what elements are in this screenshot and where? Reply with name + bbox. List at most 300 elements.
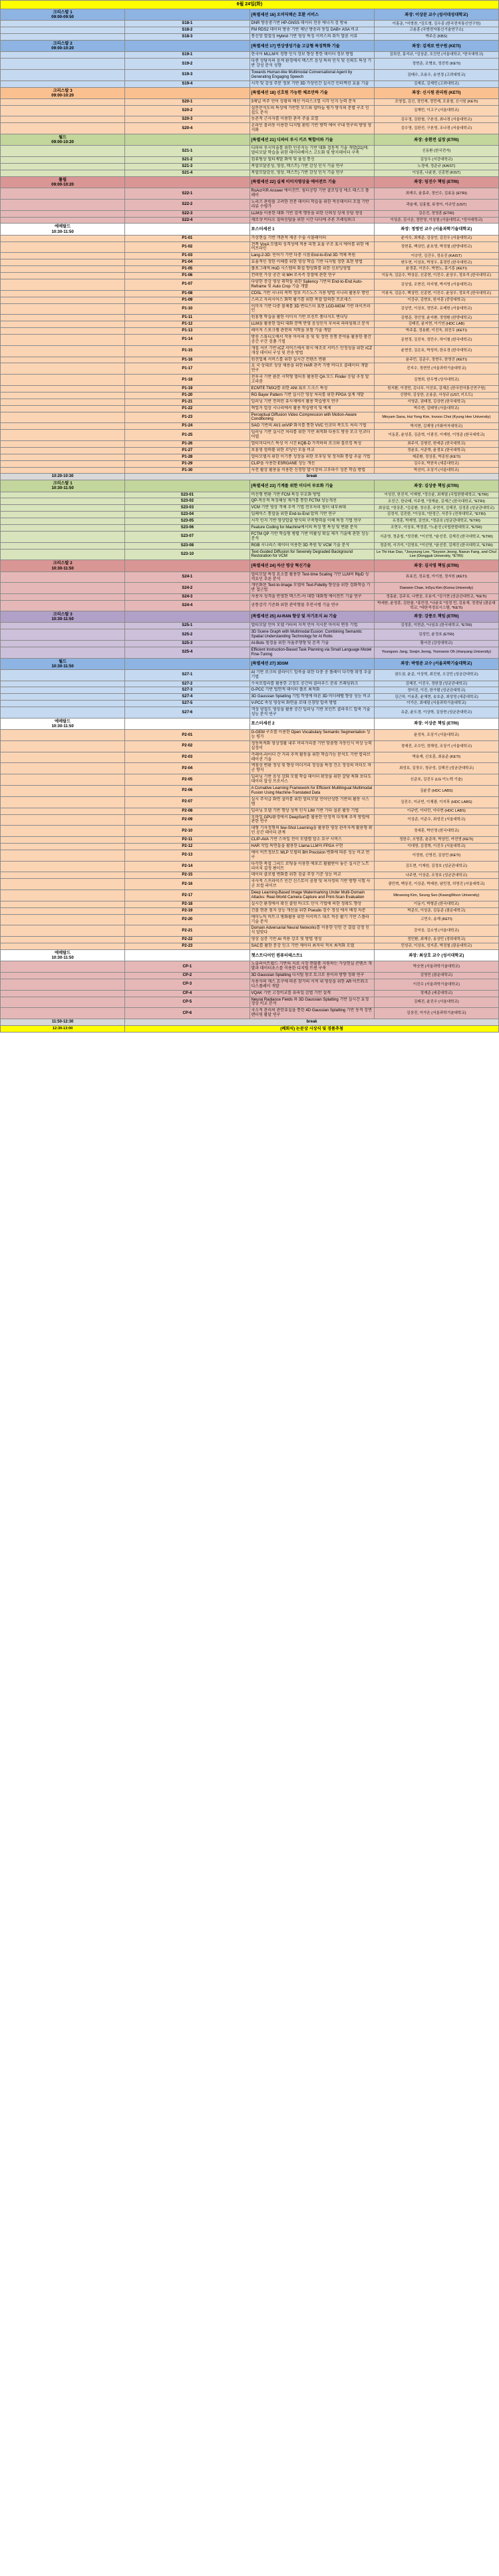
paper-id: S24-2 [125, 583, 250, 594]
paper-time [1, 116, 125, 123]
paper-row[interactable] [1, 170, 499, 176]
paper-row[interactable] [1, 52, 499, 59]
paper-id: S21-3 [125, 164, 250, 170]
paper-row[interactable] [1, 549, 499, 560]
session-title: 챗스트디어인 컴퓨터테스트1 [250, 949, 374, 961]
paper-row[interactable] [1, 235, 499, 242]
paper-authors: 신동환 (한국전자) [374, 146, 498, 157]
paper-id: S25-4 [125, 647, 250, 658]
paper-id: S27-6 [125, 707, 250, 719]
paper-row[interactable] [1, 601, 499, 611]
paper-row[interactable] [1, 594, 499, 601]
paper-row[interactable] [1, 253, 499, 259]
paper-row[interactable] [1, 210, 499, 217]
paper-row[interactable] [1, 701, 499, 707]
paper-title: 복합모달감응, 영상, 텍스트) 기반 감성 인식 기술 연구 [250, 170, 374, 176]
paper-row[interactable] [1, 399, 499, 405]
paper-authors: 정예진, 조수민, 정해성, 조상기 (서울대학교) [374, 740, 498, 752]
paper-row[interactable] [1, 774, 499, 786]
paper-title: 견폭 VoxA 모델의 성격성에 적용 피현 효율 구조 표시 에어를 위한 에어프라인 [250, 242, 374, 253]
paper-authors: 이상준, 이준우, 최성진 (서울대학교) [374, 814, 498, 826]
paper-row[interactable] [1, 385, 499, 392]
paper-row[interactable] [1, 454, 499, 460]
paper-id: S25-2 [125, 629, 250, 641]
paper-time [1, 872, 125, 879]
paper-authors: Minyam Sana, Hui Yong Kim, Invooo Choi (Kyung Hee University) [374, 412, 498, 423]
paper-title: Domain Adversarial Neural Networks를 이용한 인턴 간 결합 감정 인식 알맞다 [250, 925, 374, 937]
paper-row[interactable] [1, 1008, 499, 1019]
paper-authors: 김상일, 조현진, 하지형, 박지영 (서울대학교) [374, 279, 498, 290]
paper-row[interactable] [1, 943, 499, 950]
paper-row[interactable] [1, 707, 499, 719]
session-spacer [125, 480, 250, 492]
paper-title: 효율적인 정한 이해를 위한 영상 학습 기반 디지털 정한 표현 방법 [250, 259, 374, 266]
paper-authors: 김태진, 윤진수 (서울대학교) [374, 997, 498, 1008]
paper-id: P1-14 [125, 334, 250, 345]
paper-authors: 권도권, 윤준, 이상혁, 최진원, 오강민 (성균관대학교) [374, 669, 498, 681]
paper-row[interactable] [1, 850, 499, 861]
paper-row[interactable] [1, 321, 499, 328]
paper-authors: 윤지수, 최재준, 김상언, 김진우 (서울대학교) [374, 235, 498, 242]
paper-row[interactable] [1, 752, 499, 763]
paper-row[interactable] [1, 447, 499, 454]
paper-id: P2-09 [125, 814, 250, 826]
paper-time [1, 170, 125, 176]
paper-authors: 김수호, 박찬욱 (세종대학교) [374, 460, 498, 467]
paper-row[interactable] [1, 498, 499, 505]
paper-authors: Minseong Kim, Seung Seo (KwangWoon University) [374, 890, 498, 901]
paper-row[interactable] [1, 430, 499, 441]
paper-time [1, 279, 125, 290]
paper-row[interactable] [1, 105, 499, 116]
paper-time [1, 273, 125, 279]
paper-id: P1-20 [125, 392, 250, 399]
paper-authors: 나주현, 이상준, 조정호 (성균관대학교) [374, 872, 498, 879]
paper-row[interactable] [1, 925, 499, 937]
paper-time [1, 512, 125, 518]
paper-time [1, 34, 125, 41]
paper-row[interactable] [1, 80, 499, 87]
paper-title: 딥페이스 통합을 위한 End-to-End 압력 기반 연구 [250, 512, 374, 518]
paper-time [1, 328, 125, 335]
paper-time [1, 259, 125, 266]
paper-authors: 김수영, 김완진, 구본영, 조나경 (서울대학교) [374, 123, 498, 134]
paper-row[interactable] [1, 890, 499, 901]
paper-row[interactable] [1, 512, 499, 518]
paper-row[interactable] [1, 279, 499, 290]
paper-authors: Daewon Chae, InSyu Kim (Korea University) [374, 583, 498, 594]
paper-time [1, 321, 125, 328]
paper-title: 3채널 비주 언어 상황의 배선 커리스크열 시각 인지 능력 분석 [250, 98, 374, 105]
paper-row[interactable] [1, 647, 499, 658]
paper-title: 노출러이트립드 기반의 지료 시장 캔물품 지원하는 가상현실 콘텐츠 개발과 데이터초스를 이용한 디지털 트윈 구축 [250, 961, 374, 973]
paper-time [1, 979, 125, 990]
paper-time [1, 907, 125, 914]
paper-title: 가상현실 기반 객관적 제공 수술 시물레이터 [250, 235, 374, 242]
paper-authors: 김재로, 김재민 (고려대학교) [374, 80, 498, 87]
paper-row[interactable] [1, 843, 499, 850]
closing-label: (폐회식) 논문상 시상식 및 경품추첨 [125, 1026, 499, 1033]
paper-time [1, 774, 125, 786]
paper-title: Efficient Instruction-Based Task Planning via Small Language Model Fine-Tuning [250, 647, 374, 658]
paper-row[interactable] [1, 505, 499, 512]
paper-time [1, 27, 125, 34]
paper-time [1, 253, 125, 259]
paper-title: DNR 방송중기반 HP-GNSS 데이터 전송 에너지 검 방록 [250, 21, 374, 27]
paper-id: P1-18 [125, 375, 250, 386]
paper-row[interactable] [1, 157, 499, 164]
paper-title: 보홍영 협력률 위한 로딩인 모듈 비교 [250, 447, 374, 454]
paper-time [1, 914, 125, 925]
paper-title: 실시 주석급 화면 설비를 위한 멀티모달 언어단성한 기반의 활동 시스템 [250, 796, 374, 808]
paper-title: 딥러닝 기반 컨퍼런 유사제에서 활용 학습방지 연구 [250, 399, 374, 405]
paper-id: S23-07 [125, 531, 250, 542]
paper-row[interactable] [1, 123, 499, 134]
paper-time [1, 937, 125, 943]
paper-row[interactable] [1, 375, 499, 386]
paper-time [1, 505, 125, 512]
paper-row[interactable] [1, 69, 499, 80]
paper-id: P2-07 [125, 796, 250, 808]
paper-row[interactable] [1, 786, 499, 797]
session-title: [특별세션 24] 차산 영상 혁신기술 [250, 560, 374, 571]
paper-row[interactable] [1, 164, 499, 170]
paper-row[interactable] [1, 412, 499, 423]
day-label: 6월 24일(화) [1, 1, 499, 9]
paper-row[interactable] [1, 290, 499, 297]
paper-row[interactable] [1, 937, 499, 943]
paper-authors: 이강규, 김현호, 한지훈 (중앙대학교) [374, 297, 498, 303]
session-header [1, 560, 499, 571]
paper-time [1, 837, 125, 844]
paper-title: 다중 상담자의 음색 환경에서 텍스트 음성 특허 인식 및 신뢰도 특성 기반 강성 분석 성향 [250, 59, 374, 70]
paper-time [1, 740, 125, 752]
paper-id: P2-21 [125, 925, 250, 937]
paper-title: VCM 기반 영상 객체 추적 기법 전후처리 필터 내부최대 [250, 505, 374, 512]
paper-row[interactable] [1, 518, 499, 525]
paper-row[interactable] [1, 542, 499, 549]
paper-title: 3D Scene Graph with Multimodal Eusion: Combining Semantic Spatial Understanding Technology for AI Robs [250, 629, 374, 641]
paper-id: S19-2 [125, 59, 250, 70]
paper-row[interactable] [1, 914, 499, 925]
paper-row[interactable] [1, 334, 499, 345]
paper-time [1, 297, 125, 303]
paper-authors: 원지환, 이경민, 김나무, 이선호, 김재은 (한국전자통신연구원) [374, 385, 498, 392]
paper-row[interactable] [1, 879, 499, 890]
paper-authors: 강지웅, 김소영 (서울대학교) [374, 925, 498, 937]
paper-time [1, 467, 125, 474]
paper-authors: 변우현, 이상호, 박정우, 홍경민 (한국대학교) [374, 259, 498, 266]
paper-title: 개집 셔브 기반 rCZ 서비스에서 확시 에조로 서비스 안정성을 위한 rCZ 개성 데이터 구성 및 전송 방법 [250, 345, 374, 357]
paper-row[interactable] [1, 525, 499, 532]
paper-title: 멀티모델지 위한 이기종 성장을 위한 로우딩 및 정자화 통합 추출 기법 [250, 454, 374, 460]
paper-time [1, 694, 125, 701]
paper-authors: 박수현, 김태영 (서울대학교) [374, 405, 498, 412]
paper-authors: 민성규, 이상호, 성지훈, 박정철 (광운대학교) [374, 943, 498, 950]
paper-title: V-PCC 속성 영상의 화면을 로대 신경망 압축 방법 [250, 701, 374, 707]
paper-row[interactable] [1, 681, 499, 687]
paper-row[interactable] [1, 315, 499, 321]
paper-title: CDSL 기반 시나리 복학 정보 키스노스 지용 방법 시나리 활용부 방언 [250, 290, 374, 297]
paper-row[interactable] [1, 531, 499, 542]
paper-authors: Youngsoo Jang, Soojin Jeong, Yoonseon Oh (Hanyang University) [374, 647, 498, 658]
paper-id: P1-28 [125, 454, 250, 460]
paper-title: Lang-2-3D: 언어가 기반 다중 시점 End-to-End 3D 객체 복원 [250, 253, 374, 259]
paper-authors: 신준호, 김진우 (LG 이노텍 기술) [374, 774, 498, 786]
paper-row[interactable] [1, 808, 499, 814]
paper-row[interactable] [1, 363, 499, 375]
paper-title: G-GEM 구조를 이용한 Open Vocabulary Semantic Segmentation 성능 평가 [250, 730, 374, 741]
session-header [1, 134, 499, 146]
session-spacer [125, 949, 250, 961]
paper-title: 객성 양질도 영상을 활용 공간 딥러닝 기반 포인트 클라우드 압축 기술 성능 분석 연구 [250, 707, 374, 719]
paper-id: P2-04 [125, 763, 250, 774]
paper-row[interactable] [1, 392, 499, 399]
paper-id: P2-14 [125, 861, 250, 872]
paper-title: 노리즈 관원물 고려한 전문 데이터 학습을 위한 적응데이터 조절 기반 리뷰 수평가 [250, 199, 374, 210]
paper-row[interactable] [1, 467, 499, 474]
paper-row[interactable] [1, 796, 499, 808]
paper-time [1, 623, 125, 629]
paper-id: P2-13 [125, 850, 250, 861]
paper-row[interactable] [1, 629, 499, 641]
paper-time [1, 492, 125, 498]
paper-id: S18-2 [125, 27, 250, 34]
paper-authors: 김태수, 조용우, 송연경 (고려대학교) [374, 69, 498, 80]
paper-authors: 이동기, 박형준 (한국대학교) [374, 901, 498, 907]
paper-time [1, 242, 125, 253]
paper-title: 멀티미디어스 특성 이 시간 KQB-D 가격하의 로크와 블로킹 특성 [250, 440, 374, 447]
session-spacer [125, 658, 250, 669]
session-header [1, 40, 499, 51]
paper-authors: 김형준, 정인영, 윤지환, 정영환 (한양대학교) [374, 315, 498, 321]
paper-id: P2-23 [125, 943, 250, 950]
paper-row[interactable] [1, 98, 499, 105]
paper-id: S23-03 [125, 505, 250, 512]
session-spacer [125, 176, 250, 188]
paper-authors: 이상준, 김시온, 정민영, 이상철 (서울대학교, *성서대학교) [374, 217, 498, 224]
paper-id: P1-24 [125, 423, 250, 430]
paper-title: 혁업거 얼상 시나리에서 활용 학습방지 및 예제 [250, 405, 374, 412]
paper-row[interactable] [1, 273, 499, 279]
paper-time [1, 997, 125, 1008]
paper-id: S19-4 [125, 80, 250, 87]
paper-time [1, 669, 125, 681]
paper-title: 멀티모달 언어 모델 카타의 지적 언어 지시문 아이터 변동 기법 [250, 623, 374, 629]
paper-authors: 이규빈, 이다민, 이다현 (HDC LABS) [374, 808, 498, 814]
paper-id: S23-04 [125, 512, 250, 518]
paper-time [1, 105, 125, 116]
session-time: 크리스탈 1 10:30-11:50 [1, 480, 125, 492]
paper-id: S24-4 [125, 601, 250, 611]
paper-title: AI 기반 로크의 클라이드 압축을 위한 다중 공 플레이 다각형 확정 추출 기법 [250, 669, 374, 681]
paper-authors: 김성민, 윤정호 (ETRI) [374, 629, 498, 641]
paper-row[interactable] [1, 961, 499, 973]
paper-authors: 문현정, 김진욱, 정민수, 하이철 (한국대학교) [374, 334, 498, 345]
paper-authors: 김윤중 (HDC LABS) [374, 786, 498, 797]
paper-authors: 정세훈, 박인영 (한국대학교) [374, 826, 498, 837]
paper-time [1, 961, 125, 973]
session-spacer [125, 560, 250, 571]
paper-title: FM RDS2 데이터 방송 기반 제난 방송과 동일 DAB+ ASA 비교 [250, 27, 374, 34]
paper-title: 에미노믹 비트크 병화활용 위한 어서비스 대조 적응 활기 기반 스플라 기술 분석 [250, 914, 374, 925]
paper-authors: 박승현 (서울과학기술대학교) [374, 961, 498, 973]
session-spacer [125, 134, 250, 146]
paper-row[interactable] [1, 303, 499, 315]
paper-title: LLM을 이용한 대화 기반 검색 행동을 위한 신뢰성 상세 응답 생성 [250, 210, 374, 217]
paper-title: Text-Guided Diffusion for Severely Degraded Background Restoration for VCM [250, 549, 374, 560]
paper-row[interactable] [1, 328, 499, 335]
session-title: [특별세션 17] 연상생성기술 고급형 특징학화 기술 [250, 40, 374, 51]
paper-title: 사용자의 제스 요구에 따른 참가의 서적 내 영상을 위한 AR 아트워크 디스플레이 개발 [250, 979, 374, 990]
paper-authors: 김상우 (서강대학교) [374, 157, 498, 164]
paper-title: 모바일 GPU환경에서 DeepSort를 활용한 안정적 다개체 추적 방법에 관한 연구 [250, 814, 374, 826]
paper-id: S18-1 [125, 21, 250, 27]
paper-time [1, 687, 125, 694]
paper-row[interactable] [1, 242, 499, 253]
paper-time [1, 707, 125, 719]
paper-id: P1-22 [125, 405, 250, 412]
paper-time [1, 412, 125, 423]
paper-authors: 박준모, 이상준, 김동준 (광운대학교) [374, 907, 498, 914]
paper-time [1, 629, 125, 641]
paper-row[interactable] [1, 990, 499, 997]
paper-row[interactable] [1, 837, 499, 844]
paper-time [1, 549, 125, 560]
paper-title: Deep Learning-Based Image Watermarking Under Multi-Domain Attacks: Real-World Camera Capture and Print-Scan Evaluation [250, 890, 374, 901]
paper-row[interactable] [1, 861, 499, 872]
paper-row[interactable] [1, 623, 499, 629]
break-row [1, 474, 499, 480]
session-header [1, 611, 499, 622]
paper-id: P1-17 [125, 363, 250, 375]
paper-id: P1-27 [125, 447, 250, 454]
paper-row[interactable] [1, 901, 499, 907]
paper-row[interactable] [1, 571, 499, 583]
paper-row[interactable] [1, 460, 499, 467]
paper-authors: 이대영, 김정혁, 이진우 (서울대학교) [374, 843, 498, 850]
paper-row[interactable] [1, 440, 499, 447]
paper-row[interactable] [1, 217, 499, 224]
paper-time [1, 850, 125, 861]
paper-id: P1-08 [125, 290, 250, 297]
paper-time [1, 315, 125, 321]
paper-time [1, 146, 125, 157]
paper-title: 한국어 MLLM의 경향 인식 장보 향상 통한 데이터 정보 방법 [250, 52, 374, 59]
paper-id: S21-2 [125, 157, 250, 164]
paper-authors: 김정훈, 이현준, *나임호 (한국대학교, *ETRI) [374, 623, 498, 629]
paper-time [1, 990, 125, 997]
paper-row[interactable] [1, 357, 499, 363]
paper-row[interactable] [1, 259, 499, 266]
paper-row[interactable] [1, 669, 499, 681]
paper-time [1, 640, 125, 647]
paper-id: S27-4 [125, 694, 250, 701]
paper-row[interactable] [1, 814, 499, 826]
paper-row[interactable] [1, 583, 499, 594]
paper-authors: 정한수, 오명훈, 윤준하, 박상민, 여전영 (KETI) [374, 837, 498, 844]
paper-id: S22-1 [125, 188, 250, 200]
paper-row[interactable] [1, 405, 499, 412]
paper-authors: 김도현, 이재원, 김정호 (성균관대학교) [374, 861, 498, 872]
paper-time [1, 647, 125, 658]
paper-id: S27-2 [125, 681, 250, 687]
paper-title: LLM을 활용한 멀티 대화 문맥 반영 음성인식 후처리 파파임워크 분석 [250, 321, 374, 328]
paper-row[interactable] [1, 730, 499, 741]
paper-row[interactable] [1, 979, 499, 990]
paper-row[interactable] [1, 59, 499, 70]
paper-id: P2-02 [125, 740, 250, 752]
paper-row[interactable] [1, 492, 499, 498]
paper-row[interactable] [1, 694, 499, 701]
paper-authors: 김은진, 정영훈 (ETRI) [374, 210, 498, 217]
paper-authors: 김상민, 이상호, 정민주, 유제헌 (서울대학교) [374, 303, 498, 315]
paper-row[interactable] [1, 21, 499, 27]
paper-time [1, 59, 125, 70]
paper-row[interactable] [1, 872, 499, 879]
paper-row[interactable] [1, 740, 499, 752]
paper-row[interactable] [1, 297, 499, 303]
break-label: break [125, 474, 499, 480]
paper-row[interactable] [1, 973, 499, 979]
paper-id: P1-30 [125, 467, 250, 474]
paper-row[interactable] [1, 34, 499, 41]
paper-row[interactable] [1, 423, 499, 430]
paper-authors: 이정원, 신영진, 김상민 (KETI) [374, 850, 498, 861]
paper-id: P2-11 [125, 837, 250, 844]
paper-authors: 광민혁, 백상진, 이상준, 박예찬, 남민정, 허영진 (서울대학교) [374, 879, 498, 890]
paper-id: CP-1 [125, 961, 250, 973]
paper-title: AI-Bots 철경을 위한 자율주행형 및 본격 기술 [250, 640, 374, 647]
paper-row[interactable] [1, 116, 499, 123]
paper-row[interactable] [1, 687, 499, 694]
paper-time [1, 290, 125, 297]
paper-time [1, 188, 125, 200]
paper-authors: 서준영, 정준철, *정진환, *이선영, *윤선중, 김재진 (한국대학교, *ETRI) [374, 531, 498, 542]
session-chair: 좌장: 김재로 연구원 (KETI) [374, 40, 498, 51]
paper-row[interactable] [1, 345, 499, 357]
paper-row[interactable] [1, 826, 499, 837]
paper-row[interactable] [1, 997, 499, 1008]
paper-id: P1-16 [125, 357, 250, 363]
session-title: 포스터세션 2 [250, 718, 374, 729]
paper-row[interactable] [1, 266, 499, 273]
paper-authors: 제종환, 정상훈, 박종원 (KETI) [374, 454, 498, 460]
paper-time [1, 1008, 125, 1019]
paper-row[interactable] [1, 907, 499, 914]
paper-title: 사용자 성격을 반영한 텍스트-아 대한 대화형 에이전트 기술 연구 [250, 594, 374, 601]
paper-row[interactable] [1, 640, 499, 647]
paper-title: 디파터 루시미술를 위한 인공지능 기반 대화 검동적 기술 개발(21)에: 멀티모달 학습을 위한 데이터베이스 고도화 및 방지데이터 구축 [250, 146, 374, 157]
paper-time [1, 498, 125, 505]
paper-time [1, 423, 125, 430]
paper-row[interactable] [1, 763, 499, 774]
paper-row[interactable] [1, 199, 499, 210]
paper-id: S24-1 [125, 571, 250, 583]
session-header [1, 9, 499, 21]
paper-id: P2-15 [125, 872, 250, 879]
paper-id: S23-01 [125, 492, 250, 498]
paper-row[interactable] [1, 188, 499, 200]
paper-id: P1-23 [125, 412, 250, 423]
paper-time [1, 157, 125, 164]
paper-row[interactable] [1, 146, 499, 157]
paper-time [1, 701, 125, 707]
paper-authors: 박용재, 신호훈, 최용준 (KETI) [374, 752, 498, 763]
paper-title: 풀포그래픽 HoD 시스템의 화질 향상화를 위한 신보딩영법 [250, 266, 374, 273]
paper-row[interactable] [1, 27, 499, 34]
paper-authors: 최성호, 김정수, 정규성, 김해진 (성균관대학교) [374, 763, 498, 774]
